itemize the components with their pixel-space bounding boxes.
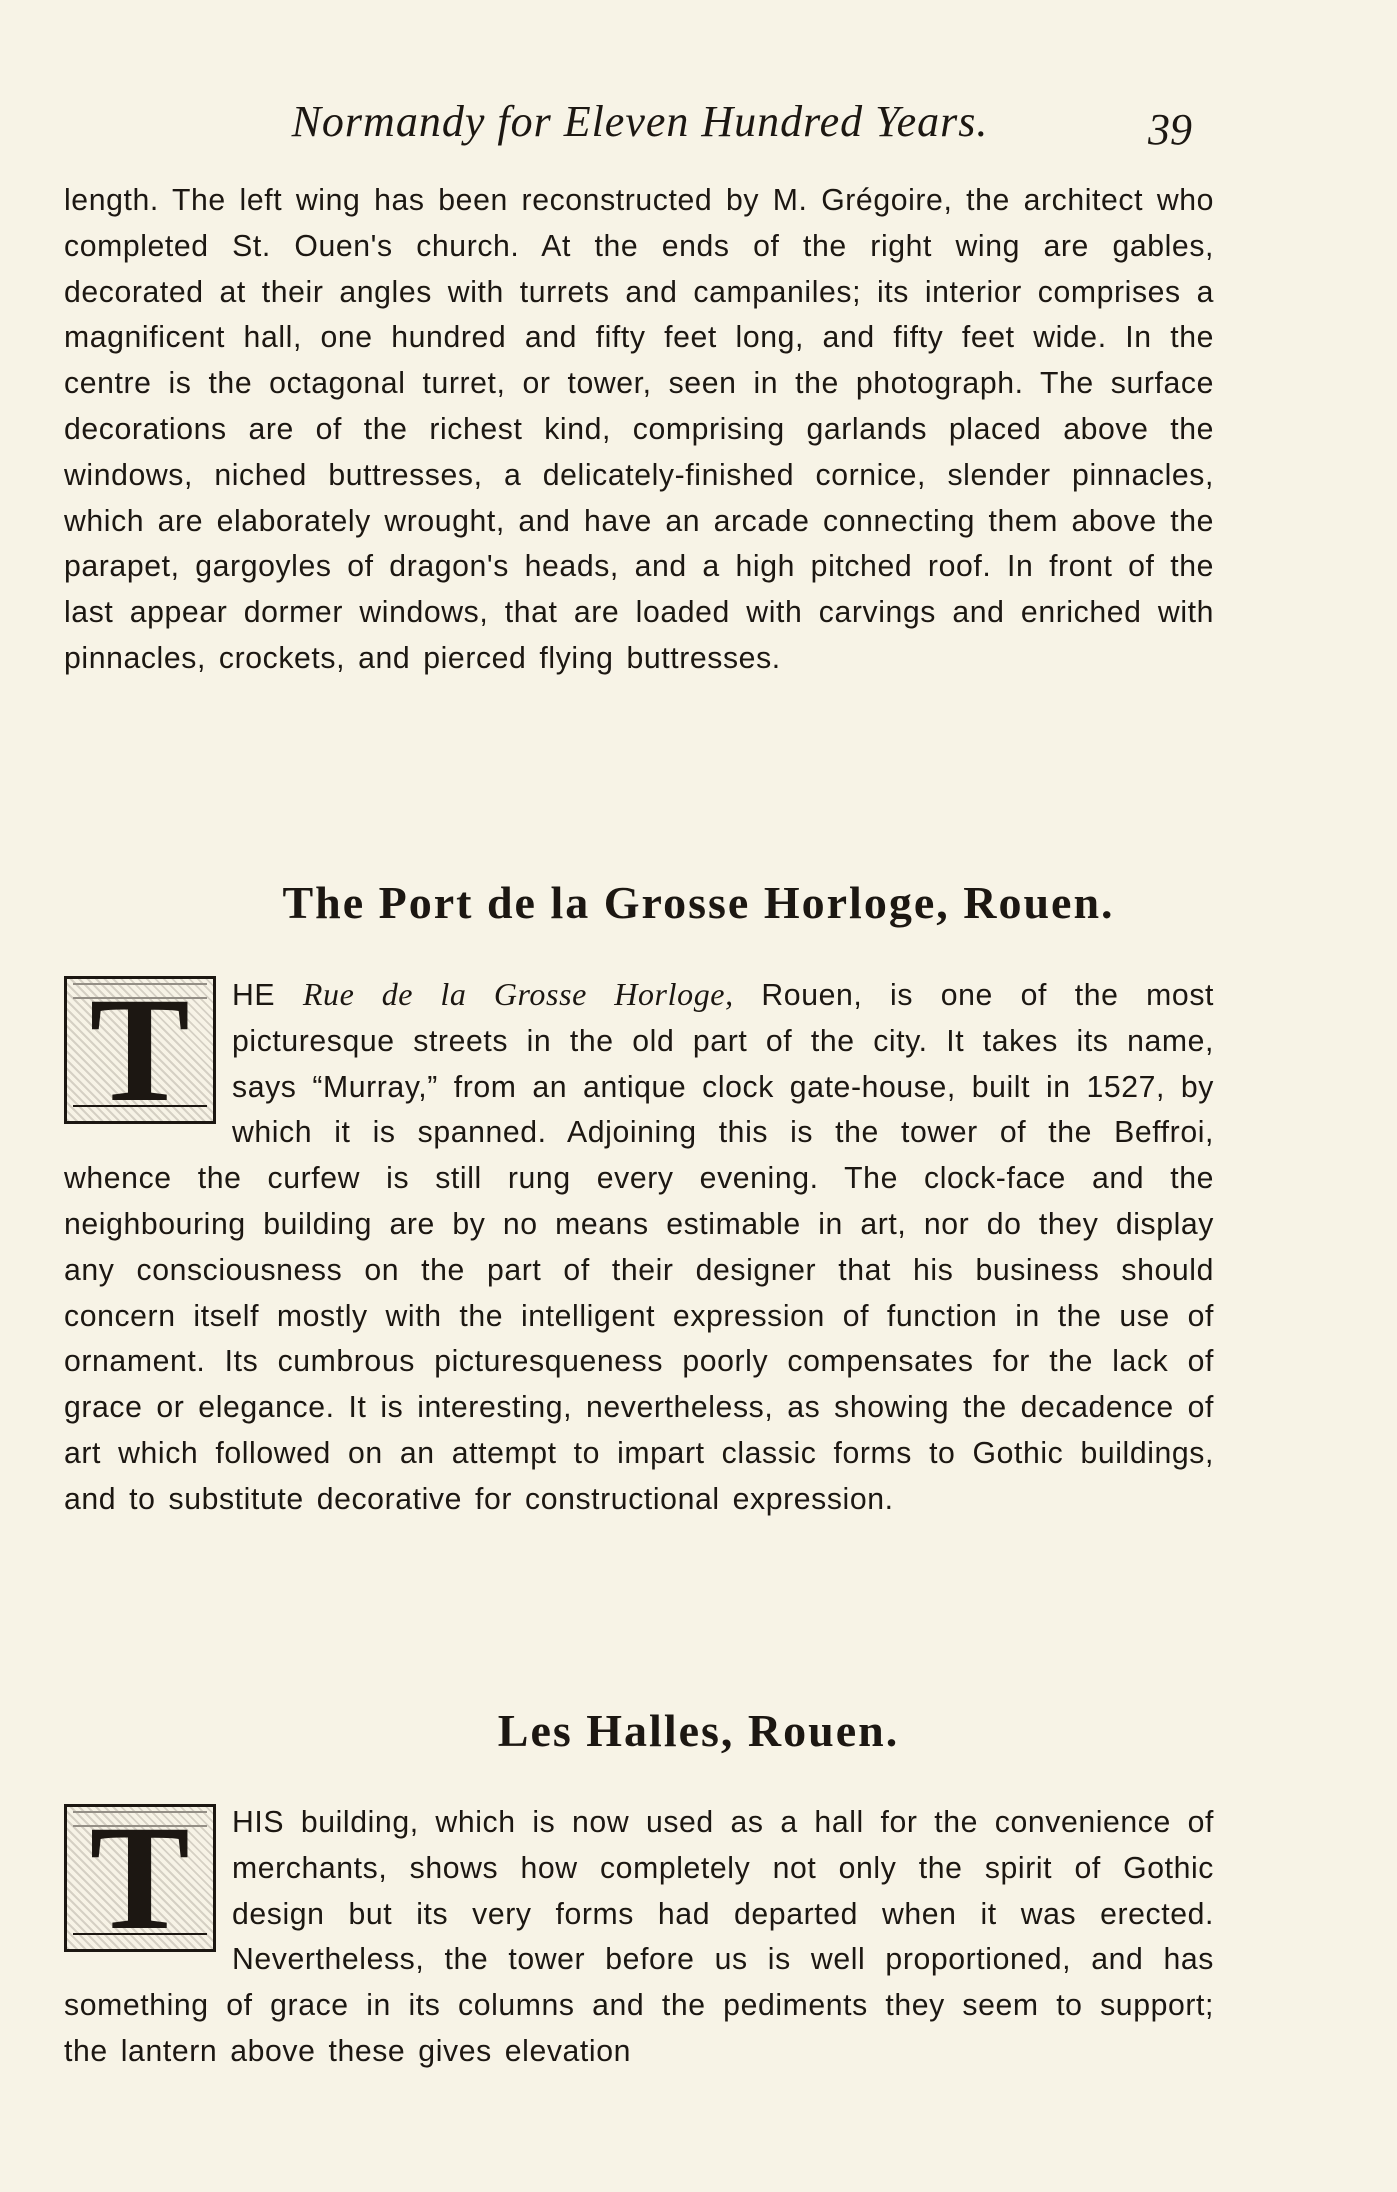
paragraph-hotel-de-ville: length. The left wing has been reconstructed by M. Grégoire, the architect who completed St. Ouen's church. At the ends of the right wing are gables, decorated at their angles with turrets and campaniles; its interior comprises a magnificent hall, one hundred and fifty feet long, and fifty feet wide. In the centre is the octagonal turret, or tower, seen in the photograph. The surface decorations are of the richest kind, comprising garlands placed above the windows, niched buttresses, a delicately-finished cornice, slender pinnacles, which are elaborately wrought, and have an arcade connecting them above the parapet, gargoyles of dragon's heads, and a high pitched roof. In front of the last appear dormer windows, that are loaded with carvings and enriched with pinnacles, crockets, and pierced flying buttresses.	[64, 184, 1214, 675]
dropcap-border-bottom	[73, 1933, 207, 1945]
dropcap-letter: T	[67, 979, 213, 1121]
heading-les-halles: Les Halles, Rouen.	[497, 1705, 900, 1756]
body-text: Rouen, is one of the most picturesque streets in the old part of the city. It takes its name, says “Murray,” from an antique clock gate-house, built in 1527, by which it is spanned. Adjoining this is the tower of the Beffroi, whence the curfew is still rung every evening. The clock-face and the neighbouring building are by no means estimable in art, nor do they display any consciousness on the part of their designer that his business should concern itself mostly with the intelligent expression of function in the use of ornament. Its cumbrous picturesqueness poorly compensates for the lack of grace or elegance. It is interesting, nevertheless, as showing the decadence of art which followed on an attempt to impart classic forms to Gothic buildings, and to substitute decorative for constructional expression.	[64, 979, 1214, 1516]
italic-street-name: Rue de la Grosse Horloge,	[302, 976, 734, 1012]
running-title: Normandy for Eleven Hundred Years.	[291, 97, 989, 146]
page-number: 39	[1148, 105, 1192, 154]
dropcap-ornament-t	[64, 1795, 216, 1961]
dropcap-ornament-t	[64, 967, 216, 1133]
body-text: HIS building, which is now used as a hall for the convenience of merchants, shows how completely not only the spirit of Gothic design but its very forms had departed when it was erected. Nevertheless, the tower before us is well proportioned, and has something of grace in its columns and the pediments they seem to support; the lantern above these gives elevation	[64, 1806, 1214, 2068]
intro-text: HE	[232, 979, 303, 1012]
paragraph-les-halles	[64, 1795, 1214, 2075]
heading-grosse-horloge: The Port de la Grosse Horloge, Rouen.	[282, 877, 1115, 928]
paragraph-grosse-horloge	[64, 967, 1214, 1523]
dropcap-letter: T	[67, 1807, 213, 1949]
dropcap-border-bottom	[73, 1105, 207, 1117]
